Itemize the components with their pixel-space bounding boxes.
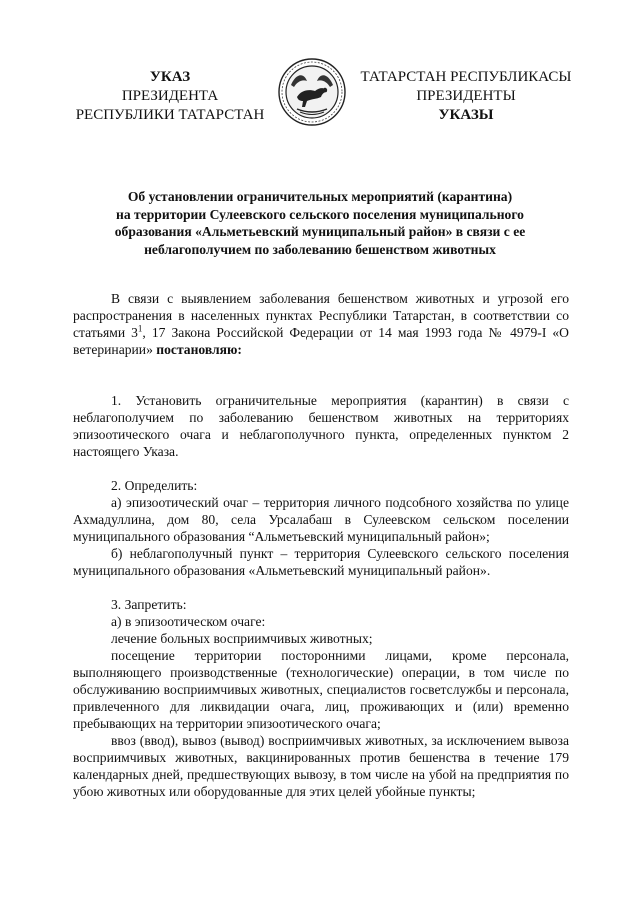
item-3-a-3: ввоз (ввод), вывоз (вывод) восприимчивых животных, за исключением вывоза восприимчивых животных, вакцинированных против бешенства в течение 179 календарных дней, предшествующих вывозу, в том числе на убой на предприятия по убою животных или оборудованные для этих целей убойные пункты; (73, 733, 569, 799)
item-2-heading: 2. Определить: (111, 478, 198, 493)
item-3-a-1: лечение больных восприимчивых животных; (111, 631, 373, 646)
title-line-2: на территории Сулеевского сельского поселения муниципального (116, 206, 524, 222)
item-2-b: б) неблагополучный пункт – территория Сулеевского сельского поселения муниципального образования «Альметьевский муниципальный район». (73, 546, 569, 578)
title-line-3: образования «Альметьевский муниципальный район» в связи с ее (114, 224, 526, 239)
header-left-block (70, 68, 270, 125)
decree-body (73, 290, 569, 800)
header-left-line-1: УКАЗ (149, 69, 191, 85)
decree-title (70, 188, 570, 258)
preamble-text-1: В связи с выявлением заболевания бешенством животных и угрозой его распространения в населенных пунктах Республики Татарстан, в соответствии со статьями 3 (73, 291, 569, 340)
item-3-heading: 3. Запретить: (111, 597, 187, 612)
preamble-bold-ending: постановляю: (156, 342, 242, 357)
item-1-paragraph: 1. Установить ограничительные мероприятия (карантин) в связи с неблагополучием по заболеванию бешенством животных на территориях эпизоотического очага и неблагополучного пункта, определенных пунктом 2 настоящего Указа. (73, 393, 569, 459)
header-left-line-3: РЕСПУБЛИКИ ТАТАРСТАН (75, 107, 265, 123)
header-right-line-1: ТАТАРСТАН РЕСПУБЛИКАСЫ (360, 69, 572, 85)
preamble-superscript: 1 (137, 323, 143, 334)
title-line-4: неблагополучием по заболеванию бешенством животных (144, 241, 496, 257)
item-3-a: а) в эпизоотическом очаге: (111, 614, 266, 629)
header-left-line-2: ПРЕЗИДЕНТА (121, 88, 219, 104)
header-right-line-2: ПРЕЗИДЕНТЫ (416, 88, 516, 104)
item-3-a-2: посещение территории посторонними лицами, кроме персонала, выполняющего производственные (технологические) операции, в том числе по обслуживанию восприимчивых животных, специалистов госветслужбы и персонала, привлеченного для ликвидации очага, лиц, проживающих и (или) временно пребывающих на территории эпизоотического очага; (73, 648, 569, 731)
header-right-block (358, 68, 574, 125)
tatarstan-coat-of-arms-icon (277, 57, 347, 127)
preamble-text-2: , 17 Закона Российской Федерации от 14 мая 1993 года № 4979-I «О ветеринарии» (73, 325, 569, 357)
preamble-paragraph (73, 290, 569, 358)
title-line-1: Об установлении ограничительных мероприятий (карантина) (127, 189, 513, 204)
header-right-line-3: УКАЗЫ (438, 107, 494, 123)
item-2-a: а) эпизоотический очаг – территория личного подсобного хозяйства по улице Ахмадуллина, дом 80, села Урсалабаш в Сулеевском сельском поселении муниципального образования “Альметьевский муниципальный район»; (73, 495, 569, 544)
